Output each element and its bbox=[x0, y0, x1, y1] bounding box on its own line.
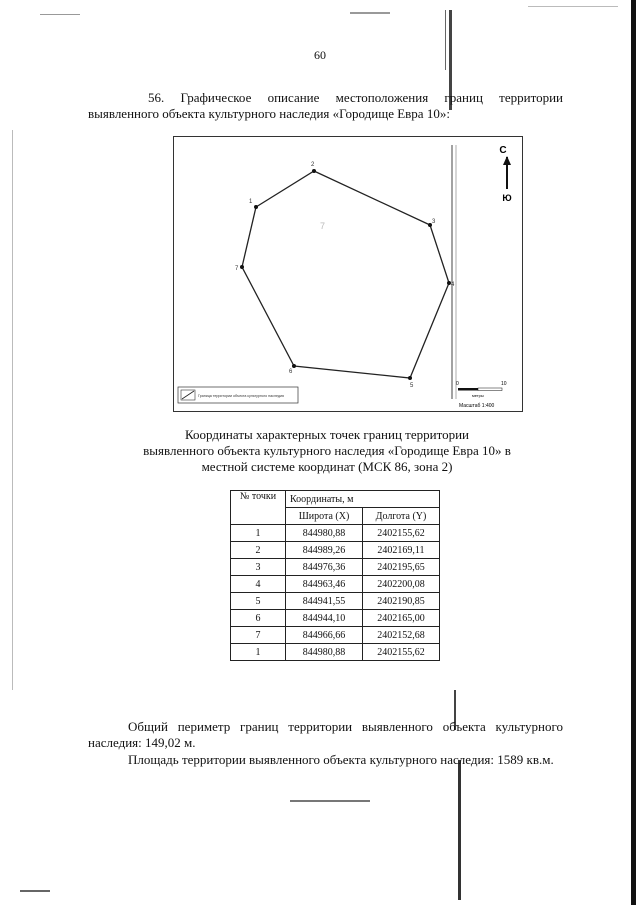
scale-tick-10: 10 bbox=[501, 381, 507, 387]
north-arrow-head bbox=[503, 156, 511, 165]
cell-point: 1 bbox=[231, 525, 286, 542]
scale-bar bbox=[456, 381, 507, 409]
coordinates-table bbox=[230, 490, 440, 661]
caption-line-3: местной системе координат (МСК 86, зона 2) bbox=[201, 459, 453, 474]
cell-lat: 844966,66 bbox=[286, 627, 363, 644]
table-row bbox=[231, 610, 440, 627]
point-label-7: 7 bbox=[235, 266, 239, 272]
scan-noise bbox=[528, 6, 618, 7]
boundary-map-drawing bbox=[174, 137, 522, 411]
legend-text: Граница территории объекта культурного наследия bbox=[198, 394, 284, 398]
cell-lon: 2402169,11 bbox=[363, 542, 440, 559]
cell-lat: 844980,88 bbox=[286, 644, 363, 661]
table-row bbox=[231, 542, 440, 559]
table-header-row bbox=[231, 491, 440, 508]
scan-noise bbox=[350, 12, 390, 14]
table-row bbox=[231, 576, 440, 593]
header-lon: Долгота (Y) bbox=[363, 508, 440, 525]
cell-lon: 2402155,62 bbox=[363, 644, 440, 661]
header-lat: Широта (X) bbox=[286, 508, 363, 525]
territory-boundary bbox=[242, 171, 449, 378]
scan-edge-line bbox=[631, 0, 636, 905]
point-label-3: 3 bbox=[432, 219, 436, 225]
caption-line-2: выявленного объекта культурного наследия «Городище Евра 10» в bbox=[143, 443, 511, 458]
south-label: Ю bbox=[502, 193, 512, 203]
cell-point: 5 bbox=[231, 593, 286, 610]
cell-lon: 2402165,00 bbox=[363, 610, 440, 627]
table-row bbox=[231, 593, 440, 610]
north-arrow bbox=[499, 145, 511, 203]
page-number: 60 bbox=[314, 48, 326, 62]
point-label-2: 2 bbox=[311, 162, 315, 168]
cell-lon: 2402190,85 bbox=[363, 593, 440, 610]
cell-lat: 844980,88 bbox=[286, 525, 363, 542]
table-row bbox=[231, 644, 440, 661]
point-label-1: 1 bbox=[249, 199, 253, 205]
boundary-point-marker bbox=[408, 376, 412, 380]
territory-center-label: 7 bbox=[320, 221, 326, 231]
scan-noise bbox=[290, 800, 370, 802]
cell-lat: 844976,36 bbox=[286, 559, 363, 576]
scale-tick-0: 0 bbox=[456, 381, 459, 387]
cell-lon: 2402155,62 bbox=[363, 525, 440, 542]
table-caption bbox=[88, 427, 566, 475]
section-heading: 56. Графическое описание местоположения границ территории выявленного объекта культурного наследия «Городище Евра 10»: bbox=[88, 90, 563, 121]
cell-lon: 2402200,08 bbox=[363, 576, 440, 593]
cell-lat: 844989,26 bbox=[286, 542, 363, 559]
point-label-4: 4 bbox=[451, 282, 455, 288]
cell-lon: 2402195,65 bbox=[363, 559, 440, 576]
scale-unit: метры bbox=[472, 393, 484, 398]
header-point: № точки bbox=[231, 491, 286, 525]
cell-point: 7 bbox=[231, 627, 286, 644]
boundary-point-marker bbox=[312, 169, 316, 173]
table-body bbox=[231, 525, 440, 661]
point-label-6: 6 bbox=[289, 369, 293, 375]
boundary-point-marker bbox=[254, 205, 258, 209]
legend-line-symbol bbox=[182, 391, 194, 399]
scan-noise bbox=[20, 890, 50, 892]
boundary-point-marker bbox=[240, 265, 244, 269]
scan-noise bbox=[40, 14, 80, 15]
cell-lat: 844963,46 bbox=[286, 576, 363, 593]
table-row bbox=[231, 525, 440, 542]
north-label: С bbox=[499, 145, 507, 156]
point-label-5: 5 bbox=[410, 383, 414, 389]
scale-text: Масштаб 1:400 bbox=[459, 403, 495, 409]
cell-point: 6 bbox=[231, 610, 286, 627]
cell-lat: 844944,10 bbox=[286, 610, 363, 627]
cell-point: 2 bbox=[231, 542, 286, 559]
scan-binding-line bbox=[458, 760, 461, 900]
table-row bbox=[231, 559, 440, 576]
area-text: Площадь территории выявленного объекта культурного наследия: 1589 кв.м. bbox=[128, 752, 554, 767]
cell-lon: 2402152,68 bbox=[363, 627, 440, 644]
cell-point: 1 bbox=[231, 644, 286, 661]
boundary-map bbox=[173, 136, 523, 412]
cell-point: 3 bbox=[231, 559, 286, 576]
scale-bar-black bbox=[458, 388, 478, 391]
table-row bbox=[231, 627, 440, 644]
cell-point: 4 bbox=[231, 576, 286, 593]
boundary-point-marker bbox=[292, 364, 296, 368]
scale-bar-white bbox=[478, 388, 502, 391]
cell-lat: 844941,55 bbox=[286, 593, 363, 610]
perimeter-text: Общий периметр границ территории выявленного объекта культурного наследия: 149,02 м. bbox=[88, 719, 563, 750]
scan-edge-line bbox=[12, 130, 13, 690]
header-coords: Координаты, м bbox=[286, 491, 440, 508]
caption-line-1: Координаты характерных точек границ территории bbox=[185, 427, 469, 442]
